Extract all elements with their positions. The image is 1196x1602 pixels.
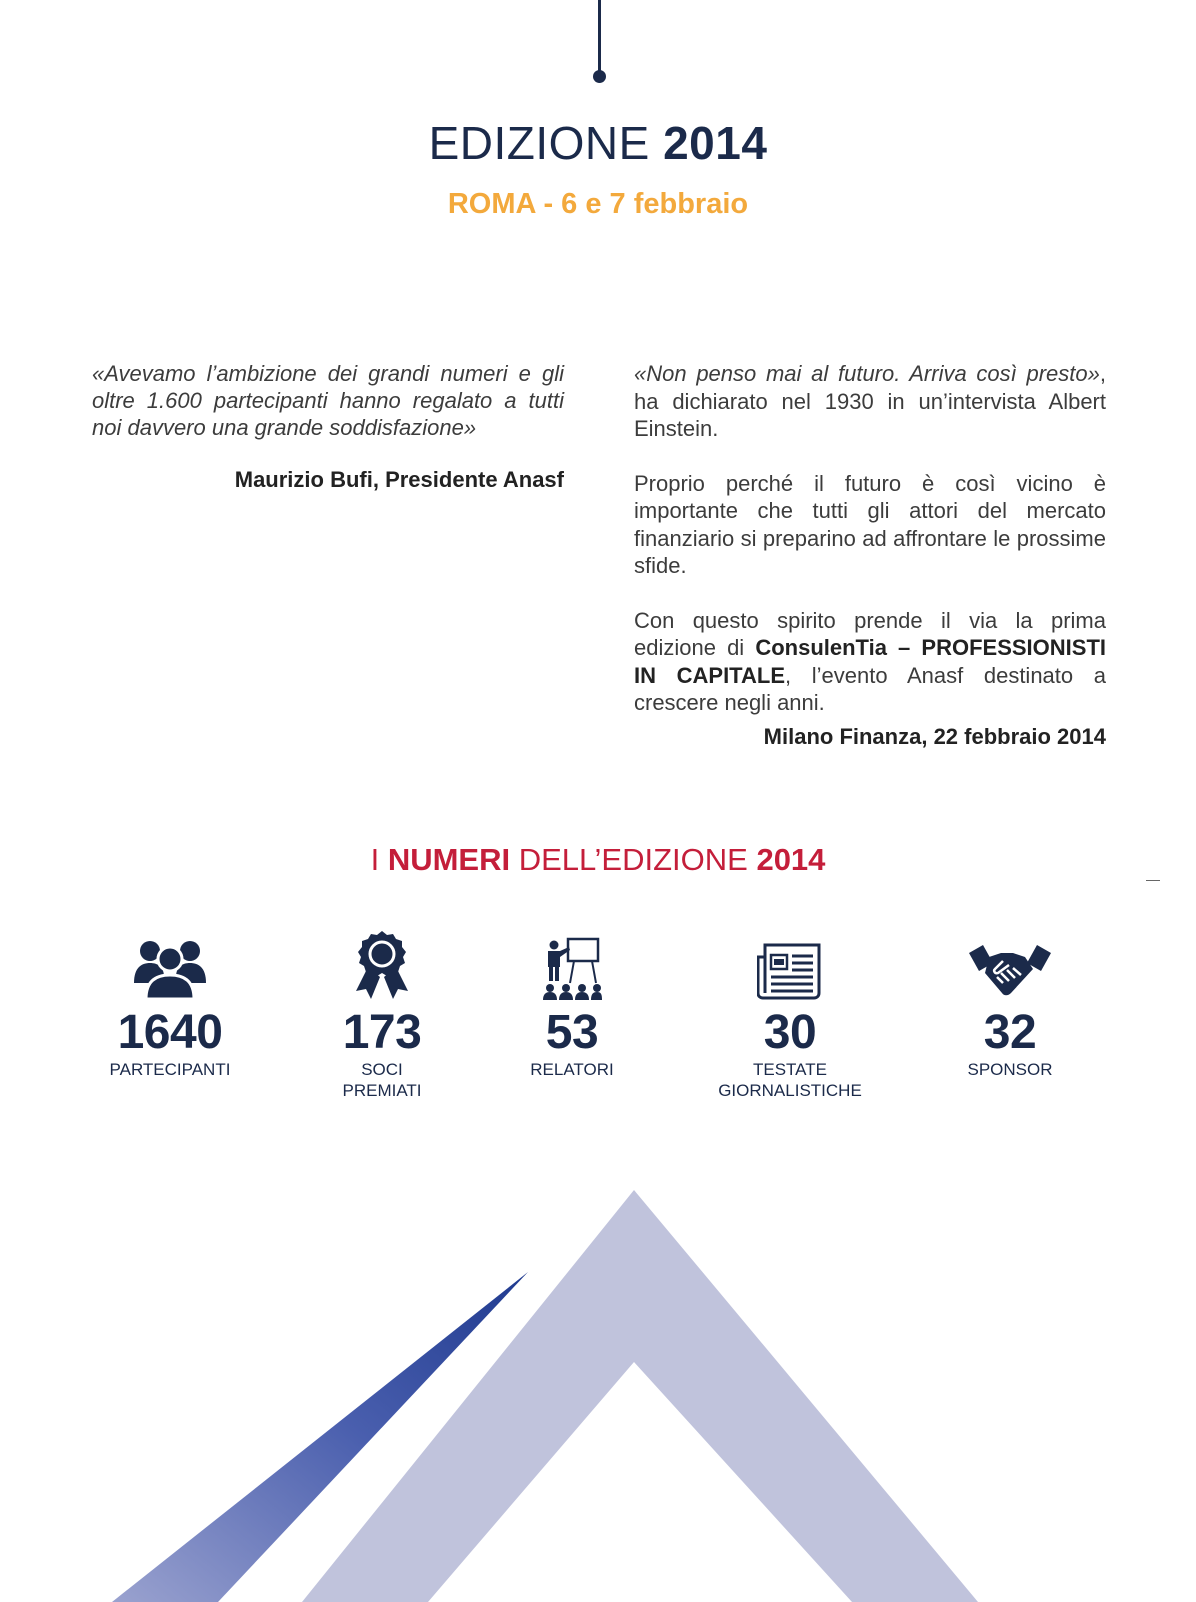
stat-label: PREMIATI	[342, 1081, 422, 1100]
stat-label: SOCI	[361, 1060, 403, 1079]
stat-value: 53	[545, 1006, 599, 1059]
stat-label: PARTECIPANTI	[109, 1060, 231, 1079]
award-ribbon-icon	[352, 929, 412, 1001]
stat-sponsors	[910, 935, 1110, 1080]
stat-participants	[70, 935, 270, 1080]
stat-value: 30	[763, 1006, 817, 1059]
mountain-graphic	[0, 1180, 1196, 1602]
right-column	[634, 360, 1106, 750]
article-source: Milano Finanza, 22 febbraio 2014	[763, 723, 1106, 749]
stat-label: RELATORI	[530, 1060, 614, 1079]
page-title: EDIZIONE 2014	[428, 117, 768, 169]
speaker-presentation-icon	[542, 937, 602, 1001]
stat-awarded-members	[282, 935, 482, 1101]
future-paragraph: Proprio perché il futuro è così vicino è importante che tutti gli attori del mercato finanziario si preparino ad affrontare le prossime sfide.	[634, 470, 1106, 578]
bufi-quote: «Avevamo l’ambizione dei grandi numeri e gli oltre 1.600 partecipanti hanno regalato a tutti noi davvero una grande soddisfazione»	[92, 361, 564, 440]
stat-value: 173	[342, 1006, 422, 1059]
page-subtitle: ROMA - 6 e 7 febbraio	[447, 188, 749, 220]
stat-newspapers	[690, 935, 890, 1101]
stat-label: GIORNALISTICHE	[718, 1081, 862, 1100]
stat-label: TESTATE	[753, 1060, 827, 1079]
people-group-icon	[132, 937, 208, 1001]
timeline-dot	[593, 70, 606, 83]
einstein-paragraph: «Non penso mai al futuro. Arriva così presto», ha dichiarato nel 1930 in un’intervista Albert Einstein.	[634, 361, 1106, 441]
numbers-section-title: I NUMERI DELL’EDIZIONE 2014	[370, 842, 826, 877]
stat-speakers	[472, 935, 672, 1080]
stat-value: 32	[983, 1006, 1037, 1059]
quote-author: Maurizio Bufi, Presidente Anasf	[234, 467, 564, 492]
handshake-icon	[967, 943, 1053, 1001]
newspaper-icon	[757, 941, 823, 1001]
timeline-line	[598, 0, 601, 76]
side-dash	[1146, 880, 1160, 881]
stat-label: SPONSOR	[967, 1060, 1053, 1079]
stat-value: 1640	[117, 1006, 223, 1059]
left-column	[92, 360, 564, 493]
consulentia-paragraph: Con questo spirito prende il via la prima edizione di ConsulenTia – PROFESSIONISTI IN CAPITALE, l’evento Anasf destinato a crescere negli anni.	[634, 607, 1106, 715]
